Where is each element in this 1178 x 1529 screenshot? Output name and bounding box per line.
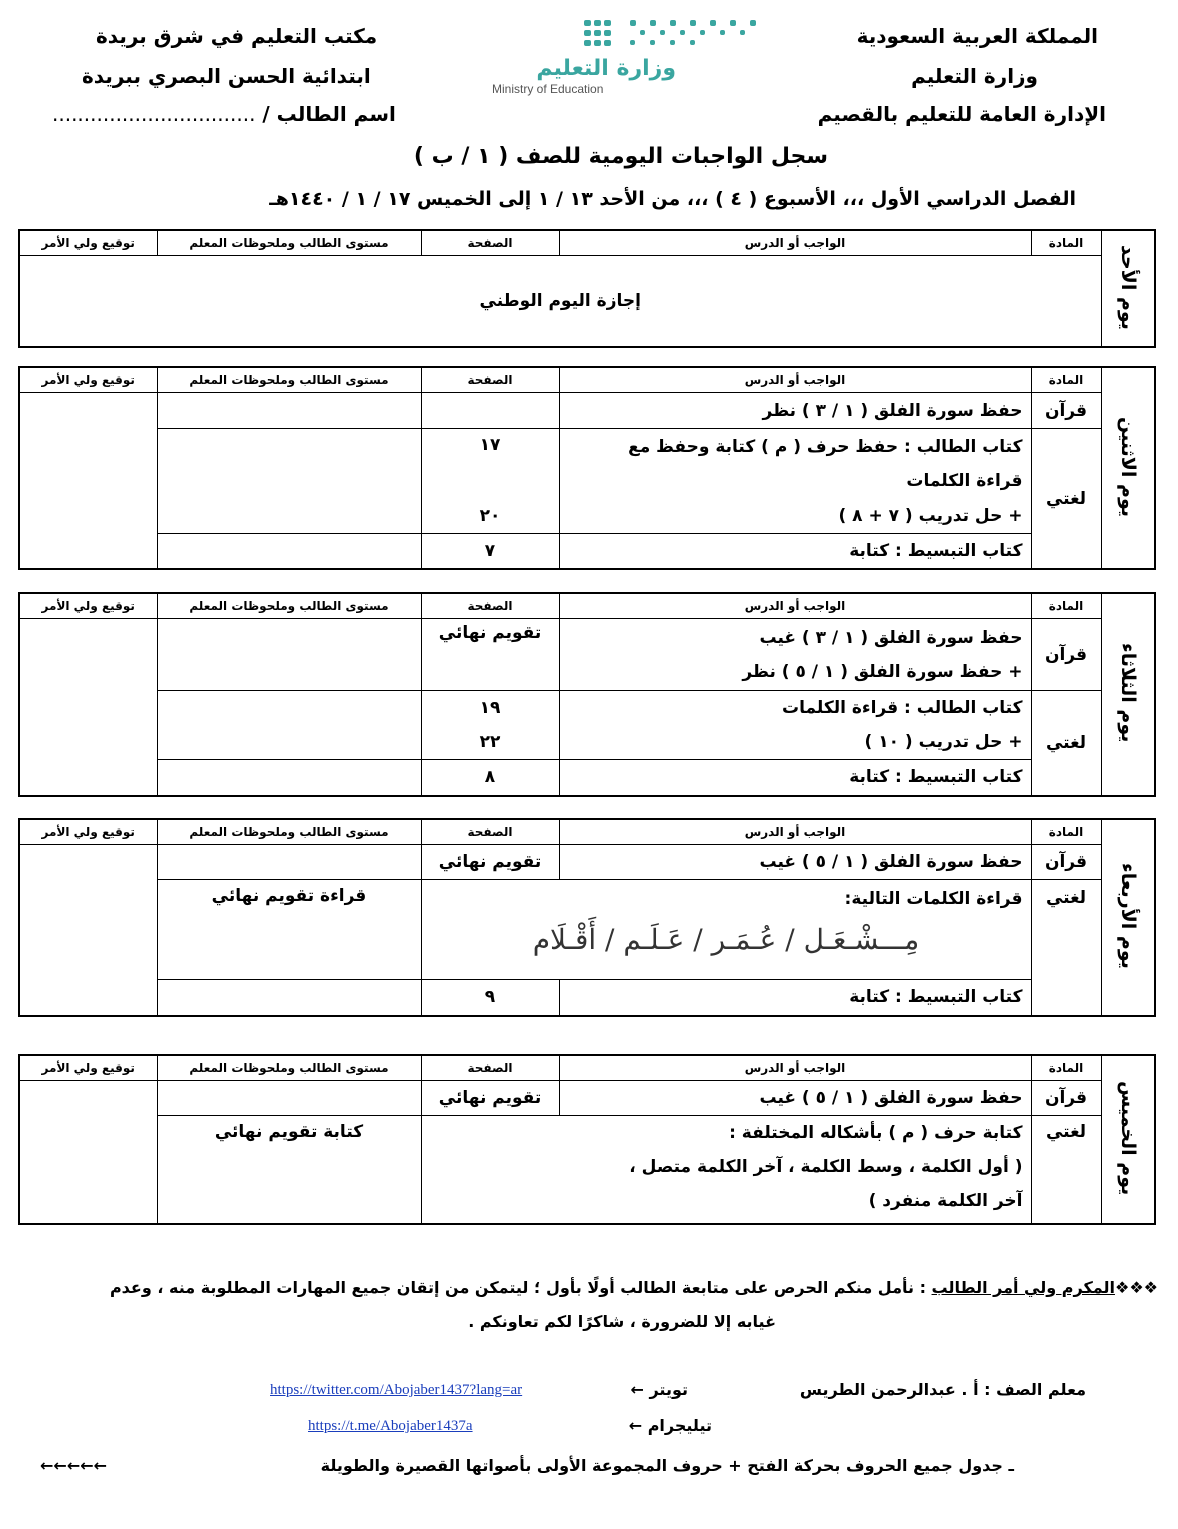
col-subject: المادة xyxy=(1031,593,1101,619)
col-page: الصفحة xyxy=(421,593,559,619)
page-cell: ٩ xyxy=(421,980,559,1016)
level-cell: كتابة تقويم نهائي xyxy=(157,1116,421,1224)
col-page: الصفحة xyxy=(421,367,559,393)
level-cell xyxy=(157,1081,421,1116)
col-page: الصفحة xyxy=(421,1055,559,1081)
signature-cell xyxy=(19,845,157,1016)
col-lesson: الواجب أو الدرس xyxy=(559,367,1031,393)
col-lesson: الواجب أو الدرس xyxy=(559,819,1031,845)
student-name-label: اسم الطالب / xyxy=(255,102,396,126)
lesson-cell: كتاب التبسيط : كتابة xyxy=(559,760,1031,796)
lesson-cell: + حل تدريب ( ٧ + ٨ ) xyxy=(559,499,1031,534)
header-office: مكتب التعليم في شرق بريدة xyxy=(96,24,378,48)
signature-cell xyxy=(19,393,157,570)
telegram-label: تيليجرام ← xyxy=(628,1416,712,1435)
footer-arrows: ←←←←← xyxy=(40,1456,108,1475)
monday-table xyxy=(18,366,1156,570)
col-level: مستوى الطالب وملحوظات المعلم xyxy=(157,1055,421,1081)
col-subject: المادة xyxy=(1031,1055,1101,1081)
lesson-cell: قراءة الكلمات التالية: مِـــشْـعَـل / عُـمَـر / عَـلَـم / أَقْـلَام xyxy=(421,880,1031,980)
col-lesson: الواجب أو الدرس xyxy=(559,1055,1031,1081)
page-cell: ٢٢ xyxy=(421,725,559,760)
logo-english-text: Ministry of Education xyxy=(492,82,604,96)
tuesday-table xyxy=(18,592,1156,797)
col-page: الصفحة xyxy=(421,819,559,845)
level-cell xyxy=(157,533,421,569)
page-cell: ١٧ xyxy=(421,429,559,499)
sunday-table xyxy=(18,229,1156,348)
footer-note: ـ جدول جميع الحروف بحركة الفتح + حروف المجموعة الأولى بأصواتها القصيرة والطويلة xyxy=(320,1456,1014,1475)
page-subtitle: الفصل الدراسي الأول ،،، الأسبوع ( ٤ ) ،،، من الأحد ١٣ / ١ إلى الخميس ١٧ / ١ / ١٤٤٠هـ xyxy=(269,188,1076,210)
handwritten-words: مِـــشْـعَـل / عُـمَـر / عَـلَـم / أَقْـلَام xyxy=(532,923,920,956)
footer-message-line2: غيابه إلا للضرورة ، شاكرًا لكم تعاونكم . xyxy=(468,1312,776,1331)
page-cell: تقويم نهائي xyxy=(421,1081,559,1116)
col-signature: توقيع ولي الأمر xyxy=(19,367,157,393)
col-signature: توقيع ولي الأمر xyxy=(19,819,157,845)
col-signature: توقيع ولي الأمر xyxy=(19,1055,157,1081)
page-cell: تقويم نهائي xyxy=(421,619,559,691)
lesson-cell: حفظ سورة الفلق ( ١ / ٣ ) غيب + حفظ سورة الفلق ( ١ / ٥ ) نظر xyxy=(559,619,1031,691)
holiday-text: إجازة اليوم الوطني xyxy=(19,256,1101,348)
sunday-label: يوم الأحد xyxy=(1101,230,1155,347)
level-cell xyxy=(157,760,421,796)
col-page: الصفحة xyxy=(421,230,559,256)
level-cell: قراءة تقويم نهائي xyxy=(157,880,421,980)
wednesday-label: يوم الأربعاء xyxy=(1101,819,1155,1016)
signature-cell xyxy=(19,1081,157,1224)
subject-lughati: لغتي xyxy=(1031,880,1101,1016)
header-school: ابتدائية الحسن البصري ببريدة xyxy=(82,64,371,88)
level-cell xyxy=(157,619,421,691)
logo-arabic-text: وزارة التعليم xyxy=(536,56,676,81)
col-signature: توقيع ولي الأمر xyxy=(19,593,157,619)
footer-message-line1 xyxy=(110,1278,1158,1297)
telegram-link[interactable]: https://t.me/Abojaber1437a xyxy=(308,1418,473,1434)
subject-lughati: لغتي xyxy=(1031,1116,1101,1224)
footer-stars: ❖❖❖ xyxy=(1114,1278,1158,1297)
lesson-cell: كتابة حرف ( م ) بأشكاله المختلفة : ( أول الكلمة ، وسط الكلمة ، آخر الكلمة متصل ، آخر الكلمة منفرد ) xyxy=(421,1116,1031,1224)
tuesday-label: يوم الثلاثاء xyxy=(1101,593,1155,796)
page-cell: تقويم نهائي xyxy=(421,845,559,880)
monday-label: يوم الاثنين xyxy=(1101,367,1155,569)
col-lesson: الواجب أو الدرس xyxy=(559,230,1031,256)
lesson-cell: حفظ سورة الفلق ( ١ / ٥ ) غيب xyxy=(559,1081,1031,1116)
footer-message: : نأمل منكم الحرص على متابعة الطالب أولًا بأول ؛ ليتمكن من إتقان جميع المهارات المطلوبة منه ، وعدم xyxy=(109,1278,932,1297)
col-subject: المادة xyxy=(1031,367,1101,393)
page-cell: ٨ xyxy=(421,760,559,796)
header-ministry: وزارة التعليم xyxy=(911,64,1038,88)
thursday-label: يوم الخميس xyxy=(1101,1055,1155,1224)
col-level: مستوى الطالب وملحوظات المعلم xyxy=(157,819,421,845)
lesson-cell: كتاب التبسيط : كتابة xyxy=(559,980,1031,1016)
subject-quran: قرآن xyxy=(1031,619,1101,691)
header-directorate: الإدارة العامة للتعليم بالقصيم xyxy=(817,102,1106,126)
level-cell xyxy=(157,691,421,760)
teacher-name: معلم الصف : أ . عبدالرحمن الطريس xyxy=(799,1380,1086,1399)
col-subject: المادة xyxy=(1031,819,1101,845)
subject-quran: قرآن xyxy=(1031,393,1101,429)
col-level: مستوى الطالب وملحوظات المعلم xyxy=(157,367,421,393)
page-cell xyxy=(421,393,559,429)
page-cell: ١٩ xyxy=(421,691,559,726)
level-cell xyxy=(157,845,421,880)
twitter-link[interactable]: https://twitter.com/Abojaber1437?lang=ar xyxy=(270,1382,523,1398)
wednesday-table xyxy=(18,818,1156,1017)
level-cell xyxy=(157,429,421,534)
level-cell xyxy=(157,393,421,429)
subject-lughati: لغتي xyxy=(1031,429,1101,570)
lesson-cell: + حل تدريب ( ١٠ ) xyxy=(559,725,1031,760)
lesson-cell: كتاب الطالب : حفظ حرف ( م ) كتابة وحفظ مع قراءة الكلمات xyxy=(559,429,1031,499)
signature-cell xyxy=(19,619,157,796)
lesson-cell: حفظ سورة الفلق ( ١ / ٥ ) غيب xyxy=(559,845,1031,880)
lesson-cell: حفظ سورة الفلق ( ١ / ٣ ) نظر xyxy=(559,393,1031,429)
thursday-table xyxy=(18,1054,1156,1225)
page-cell: ٧ xyxy=(421,533,559,569)
lesson-cell: كتاب التبسيط : كتابة xyxy=(559,533,1031,569)
student-name-row xyxy=(52,102,396,126)
header-country: المملكة العربية السعودية xyxy=(856,24,1098,48)
twitter-label: تويتر ← xyxy=(630,1380,688,1399)
footer-addressee: المكرم ولي أمر الطالب xyxy=(931,1278,1115,1297)
col-level: مستوى الطالب وملحوظات المعلم xyxy=(157,230,421,256)
subject-quran: قرآن xyxy=(1031,1081,1101,1116)
lesson-cell: كتاب الطالب : قراءة الكلمات xyxy=(559,691,1031,726)
page-cell: ٢٠ xyxy=(421,499,559,534)
col-level: مستوى الطالب وملحوظات المعلم xyxy=(157,593,421,619)
ministry-logo xyxy=(490,16,770,100)
subject-lughati: لغتي xyxy=(1031,691,1101,796)
subject-quran: قرآن xyxy=(1031,845,1101,880)
page-title: سجل الواجبات اليومية للصف ( ١ / ب ) xyxy=(413,144,828,169)
level-cell xyxy=(157,980,421,1016)
student-name-blank: ................................ xyxy=(52,102,256,126)
col-lesson: الواجب أو الدرس xyxy=(559,593,1031,619)
col-signature: توقيع ولي الأمر xyxy=(19,230,157,256)
col-subject: المادة xyxy=(1031,230,1101,256)
